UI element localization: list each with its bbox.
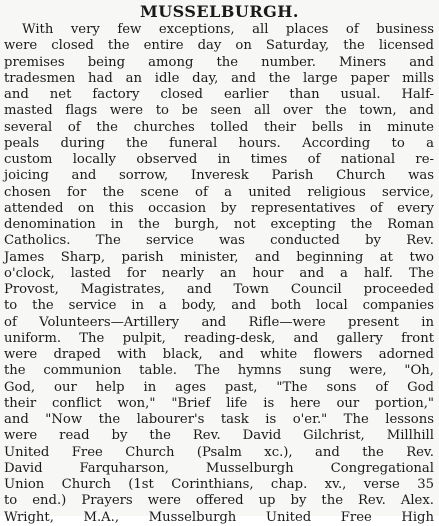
text-line: and "Now the labourer's task is o'er." The lessons [4,412,434,427]
text-line: the communion table. The hymns sung were, "Oh, [4,363,434,379]
text-line: chosen for the scene of a united religious service, [4,184,434,200]
text-line: James Sharp, parish minister, and beginning at two [4,249,434,265]
text-line: joicing and sorrow, Inveresk Parish Church was [4,168,434,184]
text-line: denomination in the burgh, not excepting the Roman [4,217,434,232]
text-line: masted flags were to be seen all over the town, and [4,103,434,119]
text-line: premises being among the number. Miners and [4,54,434,70]
article-body [4,22,434,526]
text-line: Union Church (1st Corinthians, chap. xv., verse 35 [4,477,434,492]
text-line: attended on this occasion by representatives of every [4,200,434,216]
text-line: tradesmen had an idle day, and the large paper mills [4,70,434,86]
text-line: were closed the entire day on Saturday, the licensed [4,38,434,54]
text-line: to the service in a body, and both local companies [4,298,434,314]
text-line: God, our help in ages past, "The sons of God [4,379,434,395]
text-line: several of the churches tolled their bells in minute [4,119,434,135]
article-heading: MUSSELBURGH. [140,2,299,21]
text-line: Wright, M.A., Musselburgh United Free High [4,509,434,525]
text-line: o'clock, lasted for nearly an hour and a half. The [4,265,434,281]
text-line: David Farquharson, Musselburgh Congregational [4,460,434,476]
text-line: their conflict won," "Brief life is here our portion," [4,395,434,411]
text-line: and net factory closed earlier than usual. Half- [4,87,434,102]
text-line: to end.) Prayers were offered up by the Rev. Alex. [4,493,434,509]
text-line: of Volunteers—Artillery and Rifle—were present in [4,314,434,330]
text-line: peals during the funeral hours. According to a [4,135,434,151]
text-line: With very few exceptions, all places of business [22,22,434,37]
text-line: uniform. The pulpit, reading-desk, and gallery front [4,330,434,346]
text-line: United Free Church (Psalm xc.), and the Rev. [4,444,434,460]
text-line: Catholics. The service was conducted by Rev. [4,233,434,249]
text-line: Provost, Magistrates, and Town Council proceeded [4,282,434,297]
text-line: were read by the Rev. David Gilchrist, Millhill [4,428,434,444]
text-line: custom locally observed in times of national re- [4,152,434,167]
text-line: were draped with black, and white flowers adorned [4,347,434,362]
